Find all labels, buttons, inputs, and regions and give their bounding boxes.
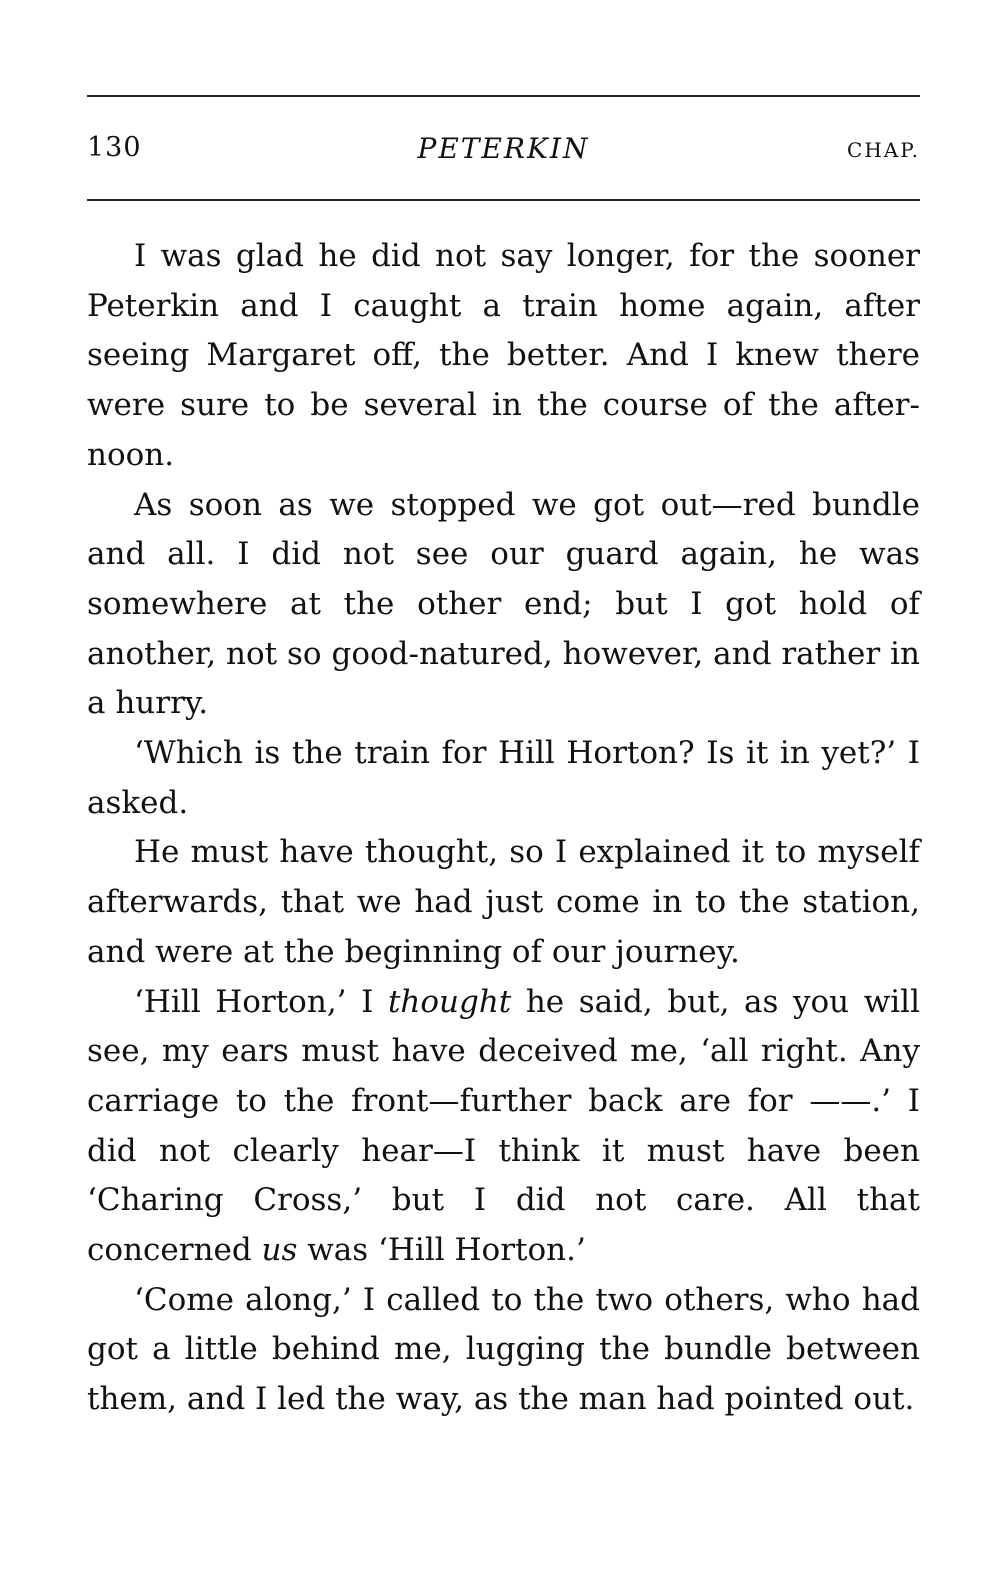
body-text bbox=[87, 232, 920, 1425]
running-title: PETERKIN bbox=[417, 132, 590, 165]
paragraph-text: He must have thought, so I explained it to myself afterwards, that we had just come in to the station, and were at the beginning of our journey. bbox=[87, 834, 920, 970]
running-head bbox=[87, 128, 920, 172]
paragraph-text: was ‘Hill Horton.’ bbox=[297, 1232, 586, 1269]
paragraph bbox=[87, 232, 920, 481]
page-number: 130 bbox=[87, 132, 142, 163]
italic-emphasis: thought bbox=[387, 983, 512, 1020]
paragraph-text: As soon as we stopped we got out—red bundle and all. I did not see our guard again, he was somewhere at the other end; but I got hold of another, not so good-natured, however, and rather in a hurry. bbox=[87, 486, 920, 722]
paragraph bbox=[87, 978, 920, 1276]
paragraph bbox=[87, 1276, 920, 1425]
paragraph-text: ‘Come along,’ I called to the two others, who had got a little behind me, lugging the bundle between them, and I led the way, as the man had pointed out. bbox=[87, 1281, 920, 1418]
paragraph-text: he said, but, as you will see, my ears must have deceived me, ‘all right. Any carriage to the front—further back are for ——.’ I did not clearly hear—I think it must have been ‘Charing Cross,’ but I did not care. All that concerned bbox=[87, 983, 920, 1269]
paragraph bbox=[87, 481, 920, 730]
chapter-label: CHAP. bbox=[847, 138, 920, 162]
header-bottom-rule bbox=[87, 199, 920, 201]
italic-emphasis: us bbox=[261, 1232, 298, 1269]
paragraph bbox=[87, 828, 920, 977]
paragraph-text: ‘Which is the train for Hill Horton? Is it in yet?’ I asked. bbox=[87, 735, 920, 821]
paragraph bbox=[87, 729, 920, 828]
paragraph-text: ‘Hill Horton,’ I bbox=[134, 983, 388, 1020]
paragraph-text: I was glad he did not say longer, for the sooner Peterkin and I caught a train home again, after seeing Margaret off, the better. And I knew there were sure to be several in the course of the afternoon. bbox=[87, 238, 920, 473]
header-top-rule bbox=[87, 95, 920, 97]
